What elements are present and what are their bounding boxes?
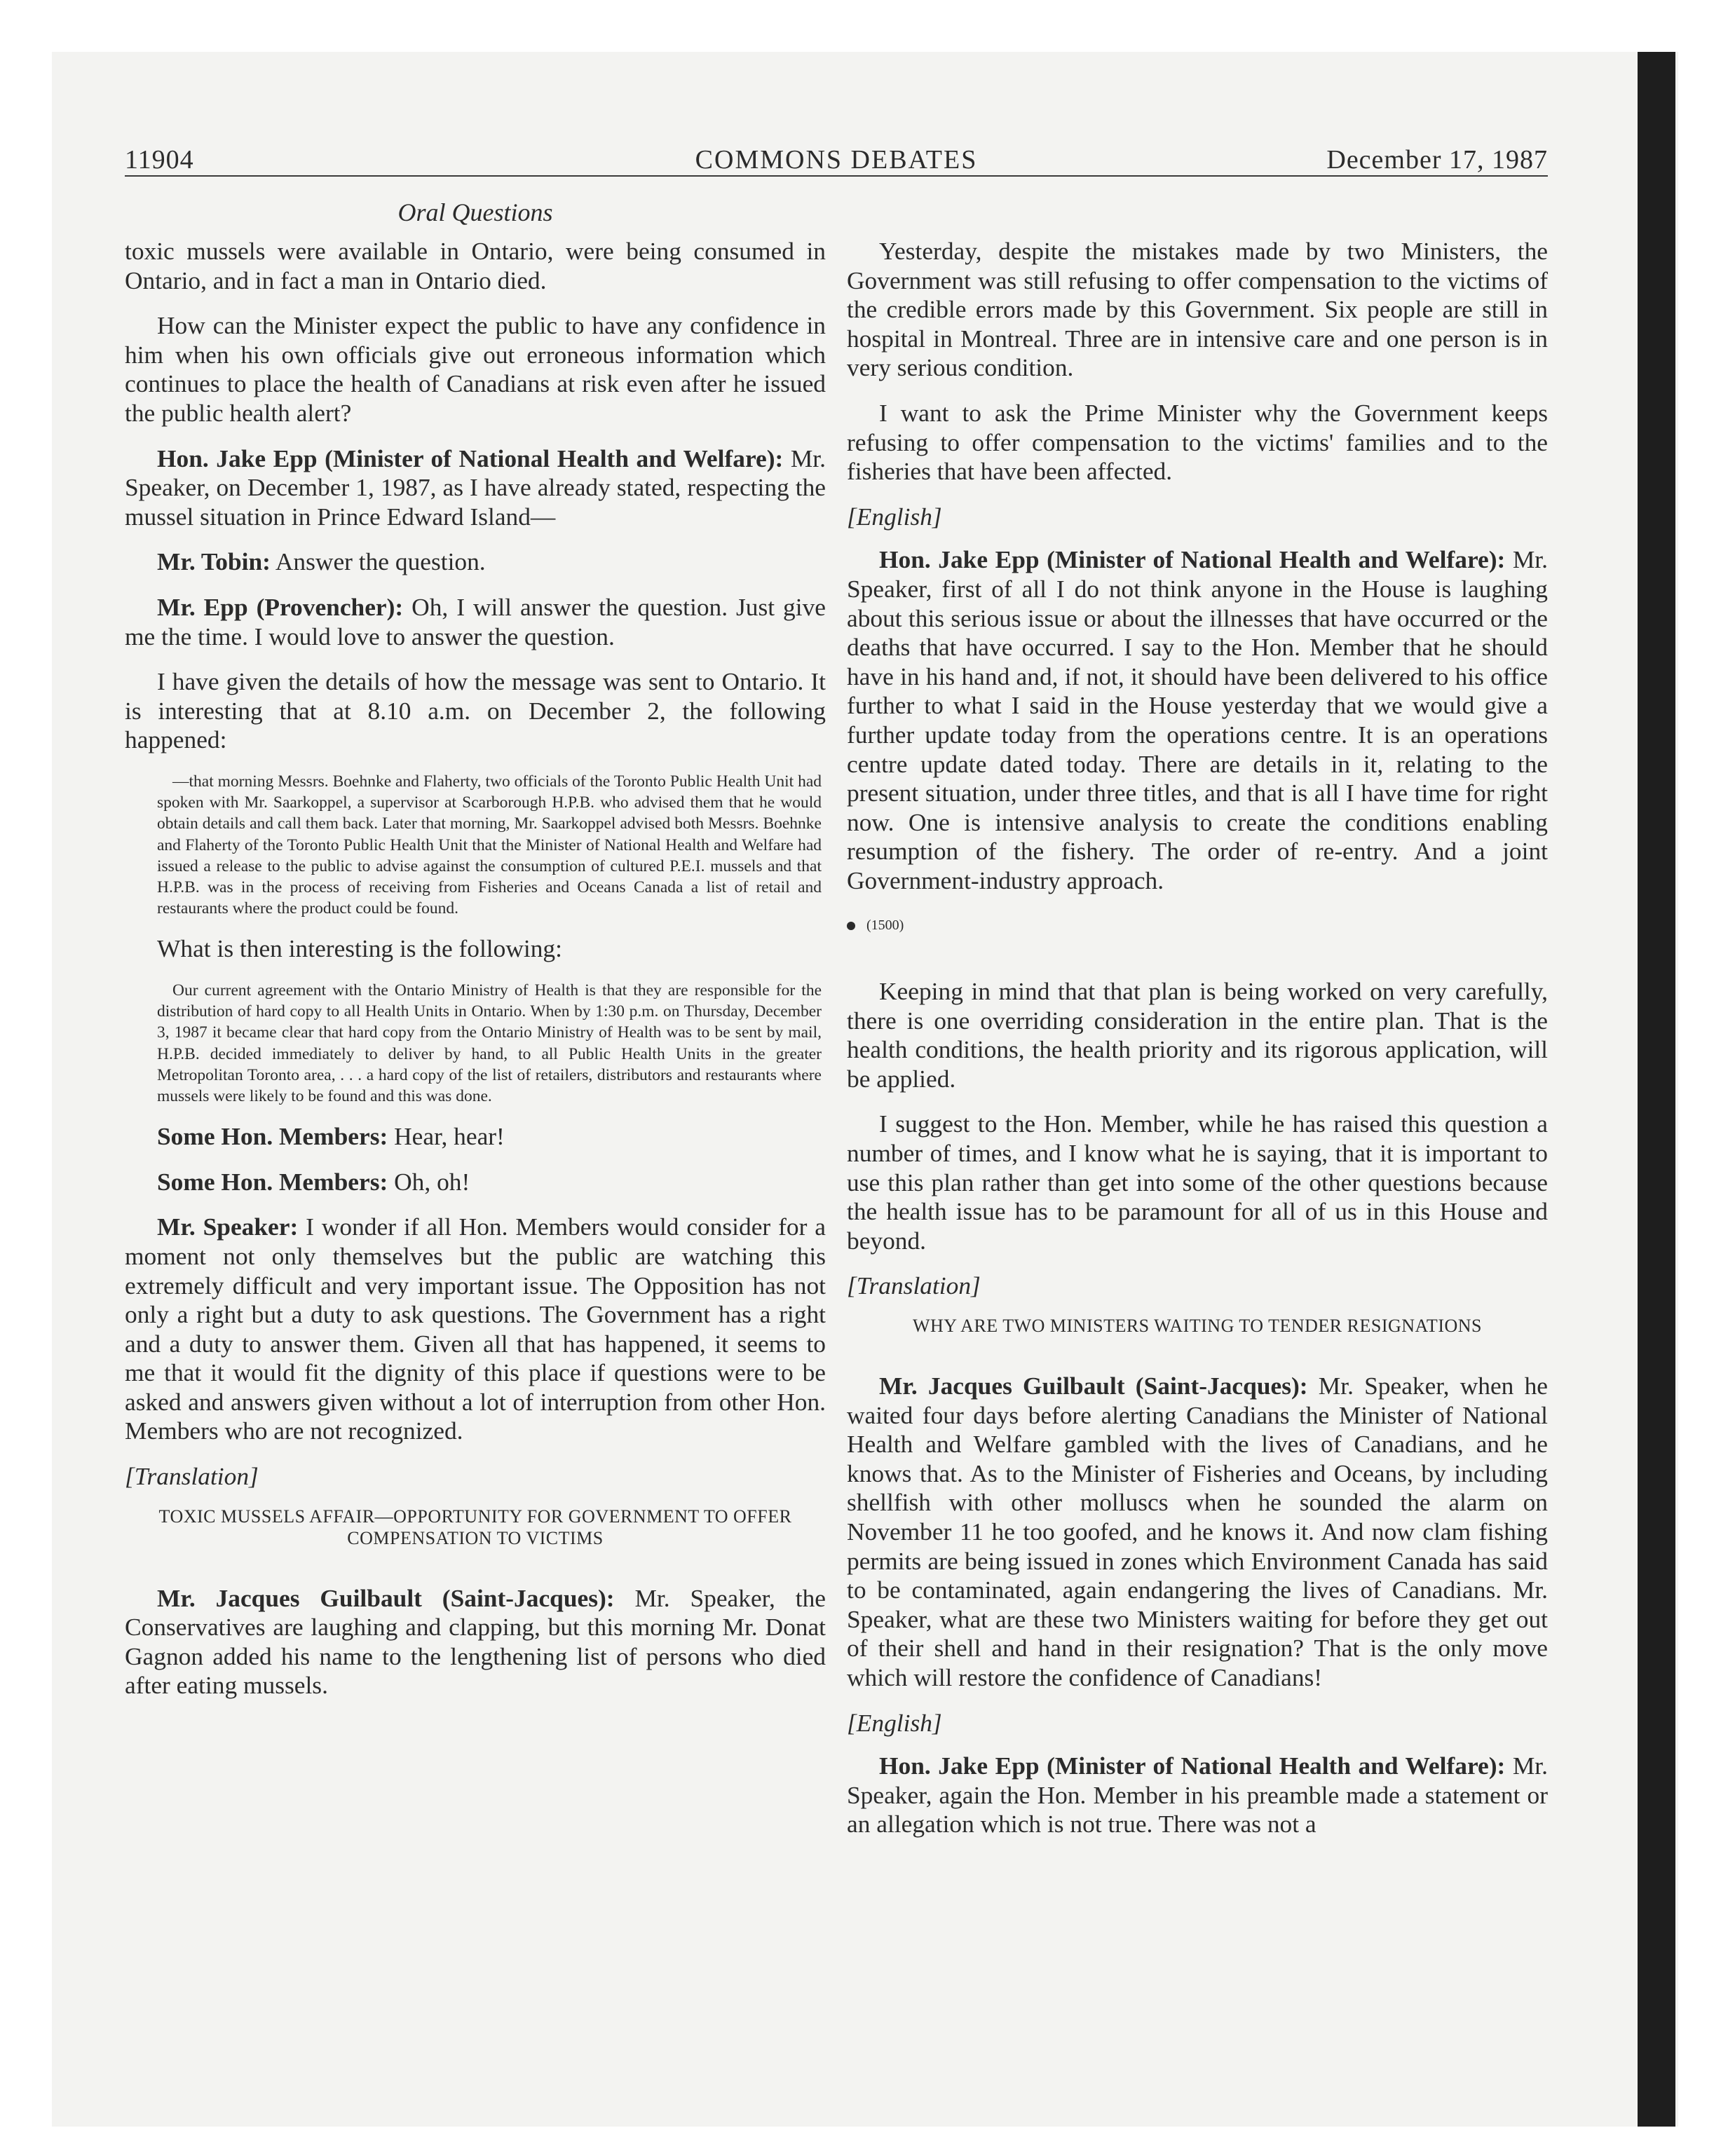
speech-text: Mr. Speaker, on December 1, 1987, as I have already stated, respecting the mussel situation in Prince Edward Island—	[125, 444, 826, 531]
paragraph	[847, 545, 1548, 895]
left-column	[125, 237, 826, 1717]
paragraph	[125, 1122, 826, 1152]
speaker-name: Mr. Jacques Guilbault (Saint-Jacques):	[157, 1583, 615, 1612]
speech-text: Oh, I will answer the question. Just give me the time. I would love to answer the question.	[125, 592, 826, 650]
block-quote: —that morning Messrs. Boehnke and Flaherty, two officials of the Toronto Public Health Unit had spoken with Mr. Saarkoppel, a supervisor at Scarborough H.P.B. who advised them that he would obtain details and call them back. Later that morning, Mr. Saarkoppel advised both Messrs. Boehnke and Flaherty of the Toronto Public Health Unit that the Minister of National Health and Welfare had issued a release to the public to advise against the consumption of cultured P.E.I. mussels and that H.P.B. was in the process of receiving from Fisheries and Oceans Canada a list of retail and restaurants where the product could be found.	[157, 772, 822, 918]
speaker-name: Hon. Jake Epp (Minister of National Health and Welfare):	[157, 444, 784, 472]
speaker-name: Hon. Jake Epp (Minister of National Health and Welfare):	[879, 1752, 1506, 1780]
paragraph	[847, 1752, 1548, 1839]
paragraph	[125, 1213, 826, 1446]
block-quote: Our current agreement with the Ontario Ministry of Health is that they are responsible for the distribution of hard copy to all Health Units in Ontario. When by 1:30 p.m. on Thursday, December 3, 1987 it became clear that hard copy from the Ontario Ministry of Health was to be sent by mail, H.P.B. decided immediately to deliver by hand, to all Public Health Units in the greater Metropolitan Toronto area, . . . a hard copy of the list of retailers, distributors and restaurants where mussels were likely to be found and this was done.	[157, 981, 822, 1105]
speaker-name: Hon. Jake Epp (Minister of National Health and Welfare):	[879, 545, 1506, 574]
speaker-name: Mr. Tobin:	[157, 547, 271, 576]
paragraph	[125, 444, 826, 532]
paragraph: toxic mussels were available in Ontario, were being consumed in Ontario, and in fact a man in Ontario died.	[125, 237, 826, 294]
paragraph: Yesterday, despite the mistakes made by two Ministers, the Government was still refusing to offer compensation to the victims of the credible errors made by this Government. Six people are still in hospital in Montreal. Three are in intensive care and one person is in very serious condition.	[847, 237, 1548, 382]
subject-heading: WHY ARE TWO MINISTERS WAITING TO TENDER RESIGNATIONS	[912, 1316, 1482, 1336]
paragraph	[125, 1584, 826, 1700]
bullet-icon	[847, 922, 855, 930]
speaker-name: Mr. Jacques Guilbault (Saint-Jacques):	[879, 1372, 1308, 1400]
scan-edge-shadow	[1638, 52, 1675, 2127]
paragraph: I have given the details of how the message was sent to Ontario. It is interesting that at 8.10 a.m. on December 2, the following happened:	[125, 667, 826, 754]
paragraph	[847, 1372, 1548, 1693]
speech-text: I wonder if all Hon. Members would consider for a moment not only themselves but the public are watching this extremely difficult and very important issue. The Opposition has not only a right but a duty to ask questions. The Government has a right and a duty to answer them. Given all that has happened, it seems to me that it would fit the dignity of this place if questions were to be asked and answers given without a lot of interruption from other Hon. Members who are not recognized.	[125, 1213, 826, 1445]
speech-text: Answer the question.	[275, 547, 486, 576]
section-title: Oral Questions	[397, 198, 553, 226]
speech-text: Mr. Speaker, first of all I do not think anyone in the House is laughing about this serious issue or about the illnesses that have occurred or the deaths that have occurred. I say to the Hon. Member that he should have in his hand and, if not, it should have been delivered to his office further to what I said in the House yesterday that we would give a further update today from the operations centre. It is an operations centre update dated today. There are details in it, relating to the present situation, under three titles, and that is all I have time for right now. One is intensive analysis to create the conditions enabling resumption of the fishery. The order of re-entry. And a joint Government-industry approach.	[847, 545, 1548, 894]
issue-date: December 17, 1987	[1326, 145, 1548, 175]
paragraph: How can the Minister expect the public to have any confidence in him when his own officials give out erroneous information which continues to place the health of Canadians at risk even after he issued the public health alert?	[125, 311, 826, 427]
paragraph: I suggest to the Hon. Member, while he has raised this question a number of times, and I know what he is saying, that it is important to use this plan rather than get into some of the other questions because the health issue has to be paramount for all of us in this House and beyond.	[847, 1110, 1548, 1255]
publication-title: COMMONS DEBATES	[695, 145, 978, 175]
right-column	[847, 237, 1548, 1855]
time-marker	[847, 911, 1548, 941]
language-marker: [English]	[847, 502, 942, 531]
speech-text: Oh, oh!	[394, 1167, 470, 1196]
paragraph: Keeping in mind that that plan is being worked on very carefully, there is one overriding consideration in the entire plan. That is the health conditions, the health priority and its rigorous application, will be applied.	[847, 977, 1548, 1093]
language-marker: [Translation]	[847, 1271, 981, 1300]
speech-text: Mr. Speaker, when he waited four days before alerting Canadians the Minister of National Health and Welfare gambled with the lives of Canadians, and he knows that. As to the Minister of Fisheries and Oceans, by including shellfish with other molluscs when he sounded the alarm on November 11 he too goofed, and he knows it. And now clam fishing permits are being issued in zones which Environment Canada has said to be contaminated, again endangering the lives of Canadians. Mr. Speaker, what are these two Ministers waiting for before they get out of their shell and hand in their resignation? That is the only move which will restore the confidence of Canadians!	[847, 1372, 1548, 1691]
page-number: 11904	[125, 145, 194, 175]
paragraph	[125, 547, 826, 577]
paragraph: I want to ask the Prime Minister why the Government keeps refusing to offer compensation to the victims' families and to the fisheries that have been affected.	[847, 398, 1548, 486]
language-marker: [Translation]	[125, 1462, 259, 1491]
speaker-name: Mr. Speaker:	[157, 1213, 299, 1241]
speaker-name: Mr. Epp (Provencher):	[157, 592, 404, 621]
language-marker: [English]	[847, 1708, 942, 1737]
paragraph: What is then interesting is the following:	[157, 934, 562, 963]
speech-text: Hear, hear!	[394, 1122, 505, 1151]
speaker-name: Some Hon. Members:	[157, 1167, 388, 1196]
time-marker-text: (1500)	[866, 917, 904, 934]
speech-text: Mr. Speaker, again the Hon. Member in his preamble made a statement or an allegation which is not true. There was not a	[847, 1752, 1548, 1838]
paragraph	[125, 593, 826, 651]
paragraph	[125, 1168, 826, 1197]
header-rule	[125, 175, 1548, 177]
subject-heading: TOXIC MUSSELS AFFAIR—OPPORTUNITY FOR GOVERNMENT TO OFFER COMPENSATION TO VICTIMS	[158, 1506, 792, 1548]
speech-text: Mr. Speaker, the Conservatives are laughing and clapping, but this morning Mr. Donat Gagnon added his name to the lengthening list of persons who died after eating mussels.	[125, 1583, 826, 1700]
speaker-name: Some Hon. Members:	[157, 1122, 388, 1151]
